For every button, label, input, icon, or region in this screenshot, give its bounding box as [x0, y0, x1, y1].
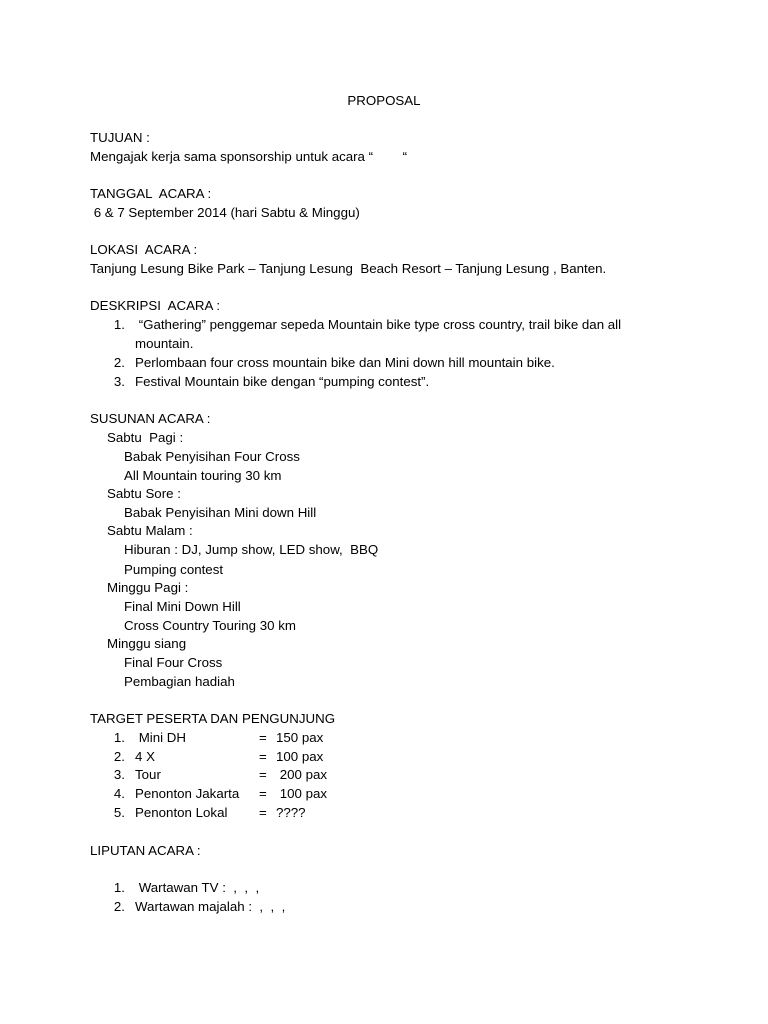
equals-sign: =: [259, 767, 267, 782]
target-value: 100 pax: [276, 786, 328, 801]
list-item-text: Wartawan majalah : , , ,: [135, 899, 286, 914]
list-item-number: 1.: [113, 730, 125, 745]
tanggal-heading: TANGGAL ACARA :: [90, 186, 212, 201]
equals-sign: =: [259, 805, 267, 820]
target-value: 150 pax: [276, 730, 324, 745]
session-label: Sabtu Sore :: [107, 486, 181, 501]
list-item-text: Festival Mountain bike dengan “pumping contest”.: [135, 374, 430, 389]
session-label: Minggu Pagi :: [107, 580, 189, 595]
list-item-text: Wartawan TV : , , ,: [135, 880, 260, 895]
target-value: 100 pax: [276, 749, 324, 764]
session-label: Sabtu Pagi :: [107, 430, 184, 445]
liputan-heading: LIPUTAN ACARA :: [90, 843, 201, 858]
susunan-heading: SUSUNAN ACARA :: [90, 411, 211, 426]
list-item-number: 4.: [113, 786, 125, 801]
list-item-text-continued: mountain.: [135, 336, 194, 351]
target-name: Penonton Lokal: [135, 805, 228, 820]
list-item-text: “Gathering” penggemar sepeda Mountain bike type cross country, trail bike dan all: [135, 317, 622, 332]
lokasi-text: Tanjung Lesung Bike Park – Tanjung Lesung Beach Resort – Tanjung Lesung , Banten.: [90, 261, 607, 276]
list-item-number: 2.: [113, 355, 125, 370]
session-activity: Hiburan : DJ, Jump show, LED show, BBQ: [124, 542, 379, 557]
list-item-number: 1.: [113, 880, 125, 895]
target-name: Penonton Jakarta: [135, 786, 240, 801]
session-activity: Final Four Cross: [124, 655, 223, 670]
list-item-number: 2.: [113, 899, 125, 914]
session-label: Sabtu Malam :: [107, 523, 193, 538]
target-value: 200 pax: [276, 767, 328, 782]
session-activity: Babak Penyisihan Mini down Hill: [124, 505, 317, 520]
target-name: Tour: [135, 767, 161, 782]
list-item-number: 1.: [113, 317, 125, 332]
tanggal-text: 6 & 7 September 2014 (hari Sabtu & Minggu): [90, 205, 360, 220]
target-heading: TARGET PESERTA DAN PENGUNJUNG: [90, 711, 336, 726]
list-item-number: 2.: [113, 749, 125, 764]
equals-sign: =: [259, 786, 267, 801]
list-item-number: 5.: [113, 805, 125, 820]
target-name: 4 X: [135, 749, 155, 764]
session-activity: All Mountain touring 30 km: [124, 468, 282, 483]
target-name: Mini DH: [135, 730, 186, 745]
tujuan-heading: TUJUAN :: [90, 130, 150, 145]
session-label: Minggu siang: [107, 636, 187, 651]
lokasi-heading: LOKASI ACARA :: [90, 242, 198, 257]
page-title: PROPOSAL: [347, 93, 421, 108]
session-activity: Pumping contest: [124, 562, 224, 577]
list-item-number: 3.: [113, 767, 125, 782]
session-activity: Cross Country Touring 30 km: [124, 618, 296, 633]
session-activity: Final Mini Down Hill: [124, 599, 241, 614]
deskripsi-heading: DESKRIPSI ACARA :: [90, 298, 221, 313]
target-value: ????: [276, 805, 306, 820]
session-activity: Pembagian hadiah: [124, 674, 235, 689]
tujuan-text: Mengajak kerja sama sponsorship untuk acara “ “: [90, 149, 408, 164]
equals-sign: =: [259, 730, 267, 745]
list-item-text: Perlombaan four cross mountain bike dan Mini down hill mountain bike.: [135, 355, 555, 370]
session-activity: Babak Penyisihan Four Cross: [124, 449, 300, 464]
list-item-number: 3.: [113, 374, 125, 389]
equals-sign: =: [259, 749, 267, 764]
